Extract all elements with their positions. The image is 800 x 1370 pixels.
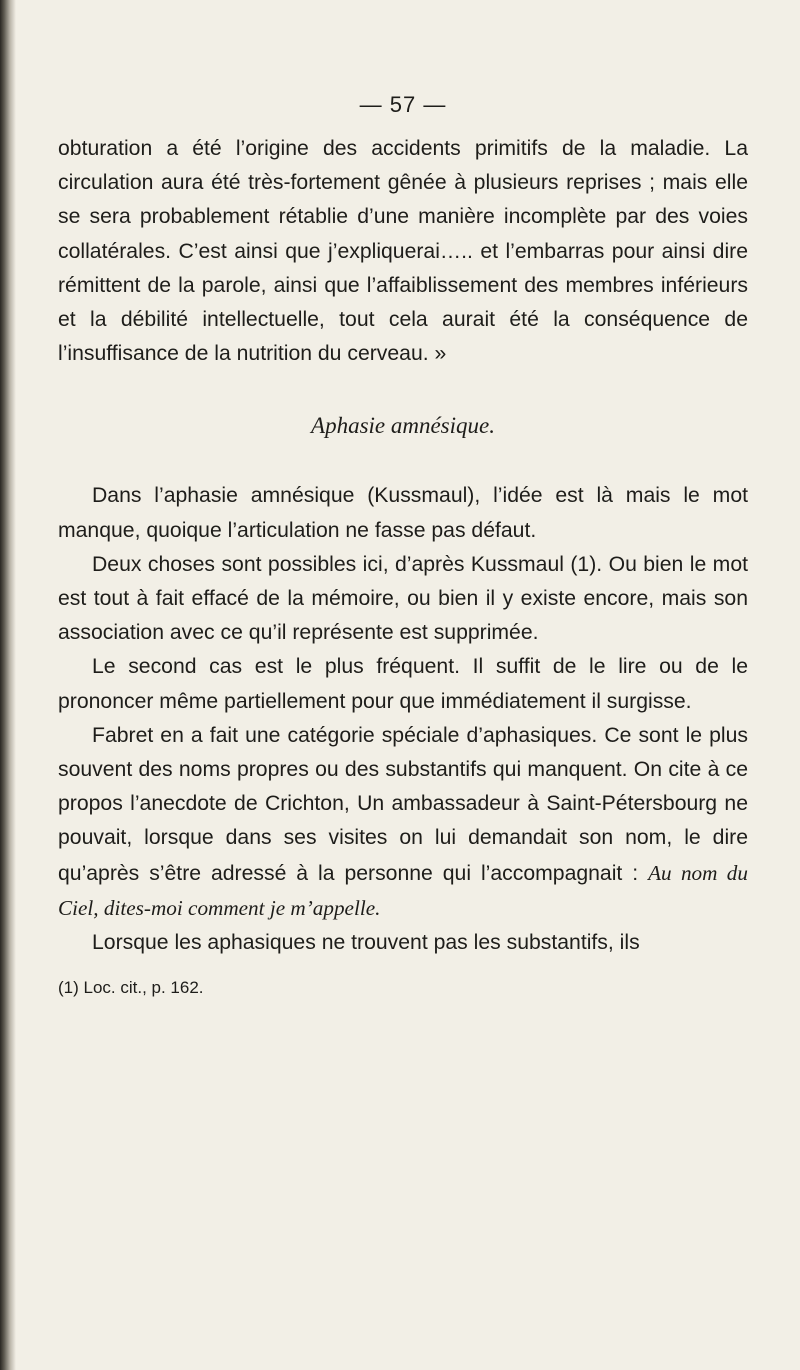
footnote: (1) Loc. cit., p. 162. [58, 978, 204, 998]
paragraph-definition: Dans l’aphasie amnésique (Kussmaul), l’idée est là mais le mot manque, quoique l’articulation ne fasse pas défaut. [58, 484, 748, 542]
paragraph-fabret [58, 719, 748, 926]
quoted-phrase: Au nom du Ciel, dites-moi comment je m’appelle. [58, 860, 748, 920]
page-number: — 57 — [359, 92, 447, 117]
paragraph-fabret-text: Fabret en a fait une catégorie spéciale d’aphasiques. Ce sont le plus souvent des noms propres ou des substantifs qui manquent. On cite à ce propos l’anecdote de Crichton, Un ambassadeur à Saint-Pétersbourg ne pouvait, lorsque dans ses visites on lui demandait son nom, le dire qu’après s’être adressé à la personne qui l’accompagnait : [58, 723, 748, 885]
intro-paragraph: obturation a été l’origine des accidents primitifs de la maladie. La circulation aura été très-fortement gênée à plusieurs reprises ; mais elle se sera probablement rétablie d’une manière incomplète par des voies collatérales. C’est ainsi que j’expliquerai….. et l’embarras pour ainsi dire rémittent de la parole, ainsi que l’affaiblissement des membres inférieurs et la débilité intellectuelle, tout cela aurait été la conséquence de l’insuffisance de la nutrition du cerveau. » [58, 137, 748, 366]
page-gutter-shadow [0, 0, 16, 1370]
book-page [58, 92, 748, 1000]
paragraph-substantives: Lorsque les aphasiques ne trouvent pas les substantifs, ils [92, 931, 640, 955]
section-heading: Aphasie amnésique. [311, 413, 495, 439]
paragraph-two-possibilities: Deux choses sont possibles ici, d’après Kussmaul (1). Ou bien le mot est tout à fait effacé de la mémoire, ou bien il y existe encore, mais son association avec ce qu’il représente est supprimée. [58, 552, 748, 645]
paragraph-second-case: Le second cas est le plus fréquent. Il suffit de le lire ou de le prononcer même partiellement pour que immédiatement il surgisse. [58, 655, 748, 713]
